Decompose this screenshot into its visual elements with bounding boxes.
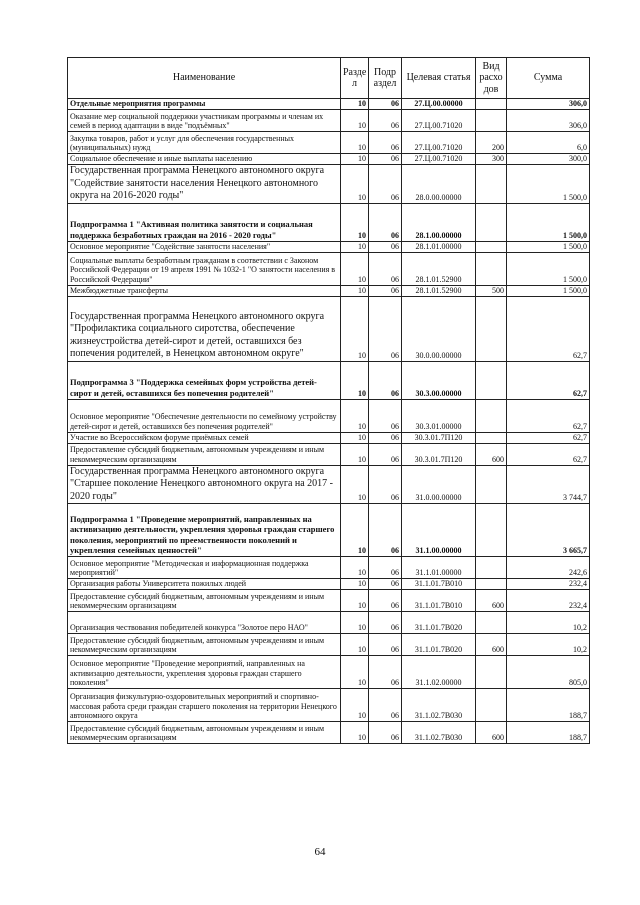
row-amount-cell: 6,0	[507, 132, 590, 154]
row-article-cell: 28.1.01.52900	[402, 285, 476, 296]
row-subsection-cell: 06	[369, 504, 402, 557]
row-subsection-cell: 06	[369, 252, 402, 285]
row-name-cell: Основное мероприятие "Проведение мероприятий, направленных на активизацию деятельности, укрепления здоровья граждан старшего поколения"	[68, 656, 341, 689]
table-row	[68, 361, 590, 399]
row-amount-cell: 188,7	[507, 689, 590, 722]
row-expense-type-cell	[476, 252, 507, 285]
row-amount-cell: 62,7	[507, 443, 590, 465]
row-section-cell: 10	[341, 634, 369, 656]
row-article-cell: 28.1.01.00000	[402, 241, 476, 252]
row-name-cell: Государственная программа Ненецкого автономного округа "Старшее поколение Ненецкого автономного округа на 2017 - 2020 годы"	[68, 465, 341, 504]
row-article-cell: 27.Ц.00.71020	[402, 110, 476, 132]
table-row	[68, 656, 590, 689]
row-amount-cell: 306,0	[507, 99, 590, 110]
row-subsection-cell: 06	[369, 361, 402, 399]
row-name-cell: Участие во Всероссийском форуме приёмных семей	[68, 432, 341, 443]
row-expense-type-cell	[476, 361, 507, 399]
row-subsection-cell: 06	[369, 579, 402, 590]
row-section-cell: 10	[341, 590, 369, 612]
row-subsection-cell: 06	[369, 590, 402, 612]
row-article-cell: 30.3.01.7П120	[402, 443, 476, 465]
row-section-cell: 10	[341, 296, 369, 361]
row-article-cell: 31.1.02.7В030	[402, 722, 476, 744]
row-subsection-cell: 06	[369, 296, 402, 361]
table-row	[68, 579, 590, 590]
row-expense-type-cell	[476, 203, 507, 241]
row-subsection-cell: 06	[369, 165, 402, 204]
row-name-cell: Подпрограмма 3 "Поддержка семейных форм устройства детей-сирот и детей, оставшихся без попечения родителей"	[68, 361, 341, 399]
row-article-cell: 28.1.01.52900	[402, 252, 476, 285]
row-name-cell: Основное мероприятие "Содействие занятости населения"	[68, 241, 341, 252]
row-section-cell: 10	[341, 241, 369, 252]
row-expense-type-cell	[476, 399, 507, 432]
header-expense-type: Вид расхо дов	[476, 58, 507, 99]
row-amount-cell: 3 665,7	[507, 504, 590, 557]
header-name: Наименование	[68, 58, 341, 99]
row-expense-type-cell	[476, 579, 507, 590]
row-section-cell: 10	[341, 285, 369, 296]
row-name-cell: Государственная программа Ненецкого автономного округа "Содействие занятости населения Ненецкого автономного округа на 2016-2020 годы"	[68, 165, 341, 204]
row-article-cell: 30.0.00.00000	[402, 296, 476, 361]
table-row	[68, 132, 590, 154]
row-name-cell: Социальные выплаты безработным гражданам в соответствии с Законом Российской Федерации от 19 апреля 1991 № 1032-1 "О занятости населения в Российской Федерации"	[68, 252, 341, 285]
table-row	[68, 722, 590, 744]
table-row	[68, 165, 590, 204]
row-article-cell: 31.1.01.7В010	[402, 590, 476, 612]
row-section-cell: 10	[341, 579, 369, 590]
table-header-row	[68, 58, 590, 99]
budget-table	[67, 57, 590, 744]
table-row	[68, 432, 590, 443]
row-article-cell: 31.1.01.7В020	[402, 612, 476, 634]
header-subsection: Подр аздел	[369, 58, 402, 99]
row-section-cell: 10	[341, 399, 369, 432]
header-target-article: Целевая статья	[402, 58, 476, 99]
row-subsection-cell: 06	[369, 110, 402, 132]
table-row	[68, 399, 590, 432]
row-name-cell: Основное мероприятие "Обеспечение деятельности по семейному устройству детей-сирот и детей, оставшихся без попечения родителей"	[68, 399, 341, 432]
row-expense-type-cell: 500	[476, 285, 507, 296]
row-subsection-cell: 06	[369, 443, 402, 465]
row-subsection-cell: 06	[369, 432, 402, 443]
row-section-cell: 10	[341, 432, 369, 443]
row-subsection-cell: 06	[369, 722, 402, 744]
row-name-cell: Организация физкультурно-оздоровительных мероприятий и спортивно-массовая работа среди граждан старшего поколения на территории Ненецкого автономного округа	[68, 689, 341, 722]
row-amount-cell: 805,0	[507, 656, 590, 689]
row-article-cell: 31.0.00.00000	[402, 465, 476, 504]
row-section-cell: 10	[341, 656, 369, 689]
row-article-cell: 31.1.01.7В010	[402, 579, 476, 590]
table-row	[68, 285, 590, 296]
row-subsection-cell: 06	[369, 203, 402, 241]
row-subsection-cell: 06	[369, 241, 402, 252]
row-name-cell: Предоставление субсидий бюджетным, автономным учреждениям и иным некоммерческим организациям	[68, 590, 341, 612]
table-row	[68, 557, 590, 579]
header-section: Разде л	[341, 58, 369, 99]
row-name-cell: Подпрограмма 1 "Активная политика занятости и социальная поддержка безработных граждан на 2016 - 2020 годы"	[68, 203, 341, 241]
table-row	[68, 252, 590, 285]
row-article-cell: 28.0.00.00000	[402, 165, 476, 204]
row-amount-cell: 62,7	[507, 399, 590, 432]
row-name-cell: Предоставление субсидий бюджетным, автономным учреждениям и иным некоммерческим организациям	[68, 443, 341, 465]
row-expense-type-cell	[476, 465, 507, 504]
row-section-cell: 10	[341, 689, 369, 722]
row-name-cell: Предоставление субсидий бюджетным, автономным учреждениям и иным некоммерческим организациям	[68, 634, 341, 656]
row-amount-cell: 232,4	[507, 590, 590, 612]
row-expense-type-cell	[476, 110, 507, 132]
row-article-cell: 28.1.00.00000	[402, 203, 476, 241]
row-article-cell: 31.1.02.7В030	[402, 689, 476, 722]
row-name-cell: Оказание мер социальной поддержки участникам программы и членам их семей в период адаптации в виде "подъёмных"	[68, 110, 341, 132]
row-amount-cell: 1 500,0	[507, 241, 590, 252]
row-subsection-cell: 06	[369, 557, 402, 579]
table-row	[68, 203, 590, 241]
row-name-cell: Основное мероприятие "Методическая и информационная поддержка мероприятий"	[68, 557, 341, 579]
row-section-cell: 10	[341, 557, 369, 579]
row-expense-type-cell	[476, 241, 507, 252]
row-name-cell: Социальное обеспечение и иные выплаты населению	[68, 154, 341, 165]
row-amount-cell: 10,2	[507, 612, 590, 634]
row-section-cell: 10	[341, 110, 369, 132]
table-row	[68, 689, 590, 722]
row-section-cell: 10	[341, 504, 369, 557]
row-name-cell: Подпрограмма 1 "Проведение мероприятий, направленных на активизацию деятельности, укрепления здоровья граждан старшего поколения, мероприятий по преемственности поколений и укрепления семейных ценностей"	[68, 504, 341, 557]
row-amount-cell: 300,0	[507, 154, 590, 165]
page-number: 64	[314, 846, 326, 858]
row-subsection-cell: 06	[369, 656, 402, 689]
table-body	[68, 99, 590, 744]
row-expense-type-cell: 600	[476, 590, 507, 612]
row-subsection-cell: 06	[369, 99, 402, 110]
row-amount-cell: 1 500,0	[507, 252, 590, 285]
row-amount-cell: 232,4	[507, 579, 590, 590]
row-amount-cell: 1 500,0	[507, 285, 590, 296]
row-article-cell: 27.Ц.00.71020	[402, 132, 476, 154]
row-expense-type-cell	[476, 656, 507, 689]
row-amount-cell: 10,2	[507, 634, 590, 656]
row-article-cell: 27.Ц.00.00000	[402, 99, 476, 110]
table-row	[68, 99, 590, 110]
row-section-cell: 10	[341, 252, 369, 285]
table-row	[68, 110, 590, 132]
row-section-cell: 10	[341, 99, 369, 110]
row-expense-type-cell: 600	[476, 443, 507, 465]
row-section-cell: 10	[341, 465, 369, 504]
row-subsection-cell: 06	[369, 634, 402, 656]
row-expense-type-cell	[476, 689, 507, 722]
row-subsection-cell: 06	[369, 132, 402, 154]
row-expense-type-cell: 200	[476, 132, 507, 154]
row-amount-cell: 188,7	[507, 722, 590, 744]
row-subsection-cell: 06	[369, 612, 402, 634]
row-name-cell: Отдельные мероприятия программы	[68, 99, 341, 110]
row-amount-cell: 62,7	[507, 361, 590, 399]
table-row	[68, 296, 590, 361]
row-section-cell: 10	[341, 203, 369, 241]
row-expense-type-cell	[476, 557, 507, 579]
row-expense-type-cell	[476, 99, 507, 110]
row-subsection-cell: 06	[369, 285, 402, 296]
row-section-cell: 10	[341, 165, 369, 204]
row-expense-type-cell: 600	[476, 634, 507, 656]
row-section-cell: 10	[341, 612, 369, 634]
row-amount-cell: 1 500,0	[507, 203, 590, 241]
table-row	[68, 590, 590, 612]
row-article-cell: 30.3.01.7П120	[402, 432, 476, 443]
table-row	[68, 612, 590, 634]
row-expense-type-cell	[476, 612, 507, 634]
row-name-cell: Организация работы Университета пожилых людей	[68, 579, 341, 590]
row-subsection-cell: 06	[369, 689, 402, 722]
row-expense-type-cell	[476, 165, 507, 204]
row-name-cell: Предоставление субсидий бюджетным, автономным учреждениям и иным некоммерческим организациям	[68, 722, 341, 744]
row-article-cell: 27.Ц.00.71020	[402, 154, 476, 165]
table-row	[68, 465, 590, 504]
table-row	[68, 241, 590, 252]
table-row	[68, 443, 590, 465]
table-row	[68, 504, 590, 557]
row-article-cell: 31.1.01.7В020	[402, 634, 476, 656]
row-article-cell: 30.3.00.00000	[402, 361, 476, 399]
row-name-cell: Организация чествования победителей конкурса "Золотое перо НАО"	[68, 612, 341, 634]
row-article-cell: 31.1.02.00000	[402, 656, 476, 689]
row-subsection-cell: 06	[369, 399, 402, 432]
row-amount-cell: 1 500,0	[507, 165, 590, 204]
row-amount-cell: 242,6	[507, 557, 590, 579]
header-amount: Сумма	[507, 58, 590, 99]
row-subsection-cell: 06	[369, 465, 402, 504]
row-amount-cell: 3 744,7	[507, 465, 590, 504]
document-page	[67, 57, 589, 744]
row-amount-cell: 306,0	[507, 110, 590, 132]
table-row	[68, 154, 590, 165]
row-section-cell: 10	[341, 361, 369, 399]
row-name-cell: Межбюджетные трансферты	[68, 285, 341, 296]
row-article-cell: 31.1.00.00000	[402, 504, 476, 557]
row-subsection-cell: 06	[369, 154, 402, 165]
row-name-cell: Закупка товаров, работ и услуг для обеспечения государственных (муниципальных) нужд	[68, 132, 341, 154]
table-row	[68, 634, 590, 656]
row-expense-type-cell	[476, 504, 507, 557]
row-expense-type-cell: 600	[476, 722, 507, 744]
row-article-cell: 30.3.01.00000	[402, 399, 476, 432]
row-section-cell: 10	[341, 154, 369, 165]
row-expense-type-cell	[476, 432, 507, 443]
row-section-cell: 10	[341, 443, 369, 465]
row-section-cell: 10	[341, 132, 369, 154]
row-name-cell: Государственная программа Ненецкого автономного округа "Профилактика социального сиротства, обеспечение жизнеустройства детей-сирот и детей, оставшихся без попечения родителей, в Ненецком автономном округе"	[68, 296, 341, 361]
row-amount-cell: 62,7	[507, 296, 590, 361]
row-article-cell: 31.1.01.00000	[402, 557, 476, 579]
row-section-cell: 10	[341, 722, 369, 744]
row-expense-type-cell: 300	[476, 154, 507, 165]
row-expense-type-cell	[476, 296, 507, 361]
row-amount-cell: 62,7	[507, 432, 590, 443]
